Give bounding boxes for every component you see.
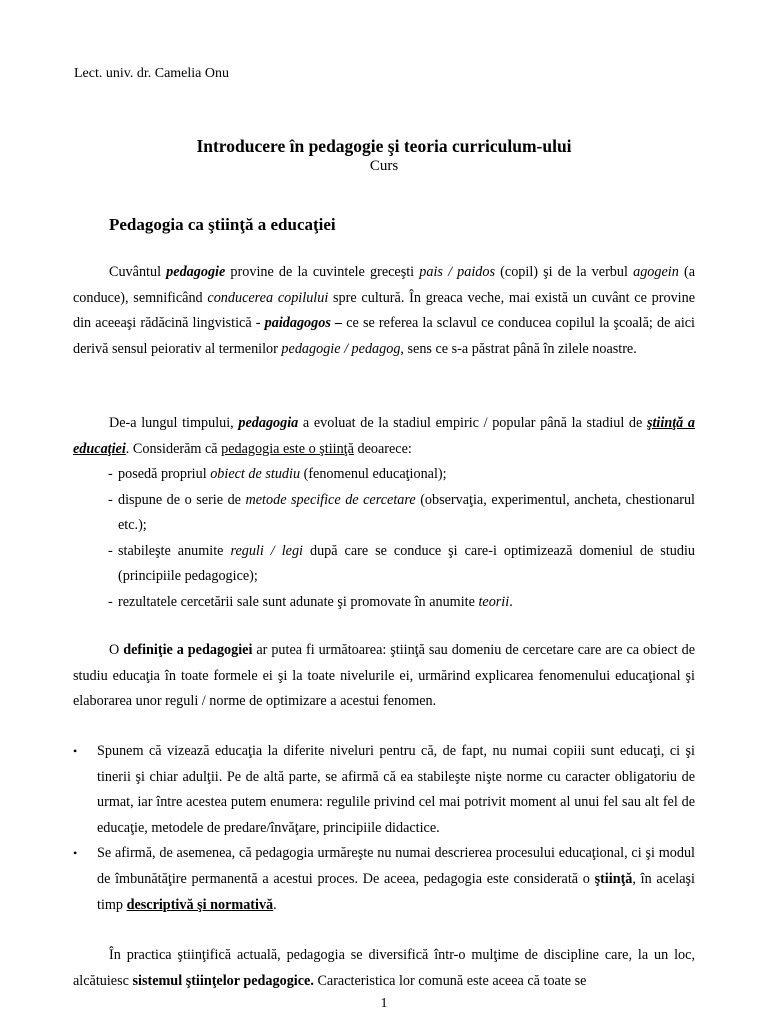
document-subtitle: Curs [369,158,399,174]
section-heading: Pedagogia ca ştiinţă a educaţiei [109,215,336,234]
author-line: Lect. univ. dr. Camelia Onu [74,66,229,81]
list-item: - dispune de o serie de metode specifice de cercetare (observaţia, experimentul, ancheta, chestionarul etc.); [108,491,696,534]
bullet-item: • Spunem că vizează educaţia la diferite niveluri pentru că, de fapt, nu numai copiii sunt educaţi, ci şi tinerii şi chiar adulţii. Pe de altă parte, se afirmă că ea stabileşte nişte norme cu caracter obligatoriu de urmat, iar între acestea putem enumera: regulile privind cel mai potrivit moment al unui fel sau alt fel de educaţie, metodele de predare/învăţare, principiile didactice. [73,743,695,836]
criteria-list [108,462,695,616]
paragraph-definition: O definiţie a pedagogiei ar putea fi următoarea: ştiinţă sau domeniu de cercetare care are ca obiect de studiu educaţia în toate formele ei şi la toate nivelurile ei, urmărind explicarea fenomenului educaţional şi elaborarea unor reguli / norme de optimizare a acestui fenomen. [73,642,696,710]
paragraph-system: În practica ştiinţifică actuală, pedagogia se diversifică într-o mulţime de discipline care, la un loc, alcătuiesc sistemul ştiinţelor pedagogice. Caracteristica lor comună este aceea că toate se [73,947,695,989]
list-item: - stabileşte anumite reguli / legi după care se conduce şi care-i optimizează domeniul de studiu (principiile pedagogice); [108,542,695,585]
paragraph-etymology: Cuvântul pedagogie provine de la cuvintele greceşti pais / paidos (copil) şi de la verbul agogein (a conduce), semnificând conducerea copilului spre cultură. În greaca veche, mai există un cuvânt ce provine din aceeaşi rădăcină lingvistică - paidagogos – ce se referea la sclavul ce conducea copilul la şcoală; de aici derivă sensul peiorativ al termenilor pedagogie / pedagog, sens ce s-a păstrat până în zilele noastre. [73,264,696,357]
page-number: 1 [380,996,388,1011]
paragraph-science: De-a lungul timpului, pedagogia a evoluat de la stadiul empiric / popular până la stadiul de ştiinţă a educaţiei. Considerăm că pedagogia este o ştiinţă deoarece: [73,415,695,457]
bullet-item: • Se afirmă, de asemenea, că pedagogia urmăreşte nu numai descrierea procesului educaţional, ci şi modul de îmbunătăţire permanentă a acestui proces. De aceea, pedagogia este considerată o ştiinţă, în acelaşi timp descriptivă şi normativă. [73,845,695,913]
list-item: - rezultatele cercetării sale sunt adunate şi promovate în anumite teorii. [108,593,513,610]
bullet-list [73,739,695,918]
document-title: Introducere în pedagogie şi teoria curriculum-ului [196,136,572,156]
list-item: - posedă propriul obiect de studiu (fenomenul educaţional); [108,466,447,482]
